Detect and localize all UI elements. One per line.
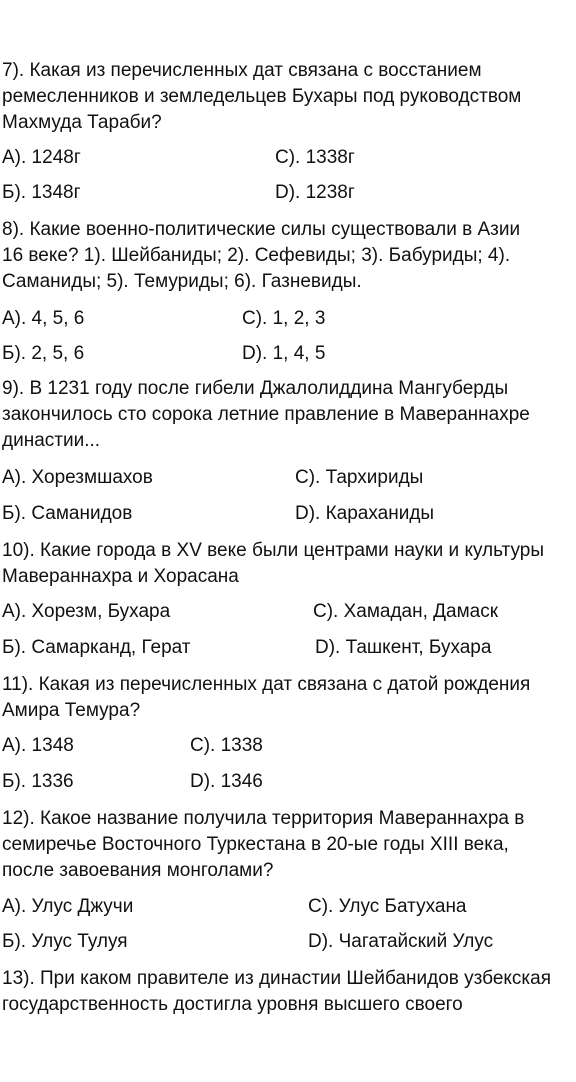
question-11-line-1: 11). Какая из перечисленных дат связана с датой рождения [2,674,531,695]
question-12-line-3: после завоевания монголами? [2,860,274,881]
question-9-option-c: С). Тархириды [295,467,424,488]
question-7-option-b: Б). 1348г [2,182,81,203]
question-8-option-c: С). 1, 2, 3 [242,308,326,329]
question-12-line-1: 12). Какое название получила территория Мавераннахра в [2,808,525,829]
question-12-option-a: А). Улус Джучи [2,896,134,917]
question-7-line-1: 7). Какая из перечисленных дат связана с восстанием [2,60,482,81]
question-10-line-2: Мавераннахра и Хорасана [2,566,239,587]
question-9-line-3: династии... [2,430,101,451]
question-7-line-2: ремесленников и земледельцев Бухары под руководством [2,86,522,107]
question-9-option-b: Б). Саманидов [2,503,133,524]
question-10-line-1: 10). Какие города в XV веке были центрами науки и культуры [2,540,544,561]
question-13-line-2: государственность достигла уровня высшего своего [2,994,463,1015]
question-13-line-1: 13). При каком правителе из династии Шейбанидов узбекская [2,968,552,989]
question-11-line-2: Амира Темура? [2,700,141,721]
question-9-line-2: закончилось сто сорока летние правление в Мавераннахре [2,404,530,425]
question-11-option-c: С). 1338 [190,735,263,756]
question-11-option-a: А). 1348 [2,735,74,756]
question-7-option-c: С). 1338г [275,147,355,168]
question-8-option-a: А). 4, 5, 6 [2,308,85,329]
question-11-option-d: D). 1346 [190,771,263,792]
question-10-option-b: Б). Самарканд, Герат [2,637,191,658]
question-7-option-a: А). 1248г [2,147,81,168]
question-12-option-b: Б). Улус Тулуя [2,931,128,952]
question-8-option-b: Б). 2, 5, 6 [2,343,85,364]
question-12-line-2: семиречье Восточного Туркестана в 20-ые годы XIII века, [2,834,509,855]
question-10-option-a: А). Хорезм, Бухара [2,601,171,622]
question-8-line-1: 8). Какие военно-политические силы существовали в Азии [2,219,521,240]
question-9-option-a: А). Хорезмшахов [2,467,153,488]
question-7-option-d: D). 1238г [275,182,355,203]
question-9-option-d: D). Караханиды [295,503,435,524]
question-8-line-3: Саманиды; 5). Темуриды; 6). Газневиды. [2,271,362,292]
question-11-option-b: Б). 1336 [2,771,74,792]
question-7-line-3: Махмуда Тараби? [2,112,162,133]
question-8-line-2: 16 веке? 1). Шейбаниды; 2). Сефевиды; 3). Бабуриды; 4). [2,245,511,266]
question-10-option-d: D). Ташкент, Бухара [315,637,492,658]
question-8-option-d: D). 1, 4, 5 [242,343,326,364]
question-12-option-c: С). Улус Батухана [308,896,467,917]
question-10-option-c: С). Хамадан, Дамаск [313,601,499,622]
question-12-option-d: D). Чагатайский Улус [308,931,494,952]
question-9-line-1: 9). В 1231 году после гибели Джалолиддина Мангуберды [2,378,509,399]
